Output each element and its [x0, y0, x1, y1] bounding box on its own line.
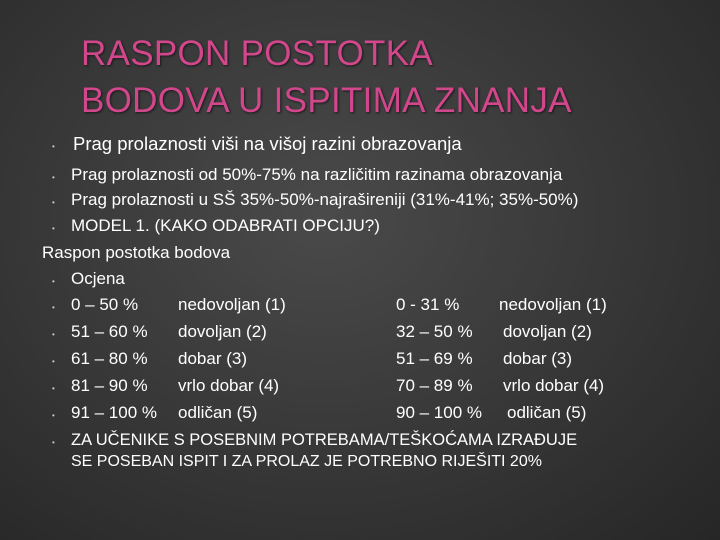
intro-line-4: MODEL 1. (KAKO ODABRATI OPCIJU?) [71, 216, 380, 235]
right-range: 70 – 89 % [396, 376, 473, 395]
right-grade: vrlo dobar (4) [503, 376, 605, 395]
left-grade: vrlo dobar (4) [178, 376, 280, 395]
right-range: 51 – 69 % [396, 349, 473, 368]
left-range: 51 – 60 % [71, 322, 148, 341]
slide-title-line-2: BODOVA U ISPITIMA ZNANJA [81, 81, 572, 120]
bullet-icon: • [52, 277, 55, 286]
right-grade: odličan (5) [507, 403, 587, 422]
bullet-icon: • [52, 173, 55, 182]
intro-line-2: Prag prolaznosti od 50%-75% na različitim razinama obrazovanja [71, 165, 563, 184]
bullet-icon: • [52, 142, 55, 151]
bullet-icon: • [52, 224, 55, 233]
ocjena-label: Ocjena [71, 269, 125, 288]
right-grade: nedovoljan (1) [499, 295, 607, 314]
range-heading: Raspon postotka bodova [42, 243, 231, 262]
note-line-2: SE POSEBAN ISPIT I ZA PROLAZ JE POTREBNO RIJEŠITI 20% [71, 453, 542, 470]
slide-title-line-1: RASPON POSTOTKA [81, 34, 433, 73]
intro-line-3: Prag prolaznosti u SŠ 35%-50%-najrašireniji (31%-41%; 35%-50%) [71, 190, 579, 209]
left-range: 81 – 90 % [71, 376, 148, 395]
bullet-icon: • [52, 330, 55, 339]
right-grade: dovoljan (2) [503, 322, 592, 341]
bullet-icon: • [52, 357, 55, 366]
left-grade: nedovoljan (1) [178, 295, 286, 314]
right-grade: dobar (3) [503, 349, 572, 368]
bullet-icon: • [52, 438, 55, 447]
left-grade: dovoljan (2) [178, 322, 267, 341]
intro-line-1: Prag prolaznosti viši na višoj razini obrazovanja [73, 133, 462, 154]
left-range: 0 – 50 % [71, 295, 139, 314]
right-range: 90 – 100 % [396, 403, 483, 422]
bullet-icon: • [52, 411, 55, 420]
left-grade: odličan (5) [178, 403, 258, 422]
note-line-1: ZA UČENIKE S POSEBNIM POTREBAMA/TEŠKOĆAMA IZRAĐUJE [71, 431, 578, 449]
bullet-icon: • [52, 303, 55, 312]
bullet-icon: • [52, 198, 55, 207]
slide-title [81, 30, 701, 124]
bullet-icon: • [52, 384, 55, 393]
right-range: 32 – 50 % [396, 322, 473, 341]
left-grade: dobar (3) [178, 349, 247, 368]
left-range: 91 – 100 % [71, 403, 158, 422]
right-range: 0 - 31 % [396, 295, 460, 314]
left-range: 61 – 80 % [71, 349, 148, 368]
